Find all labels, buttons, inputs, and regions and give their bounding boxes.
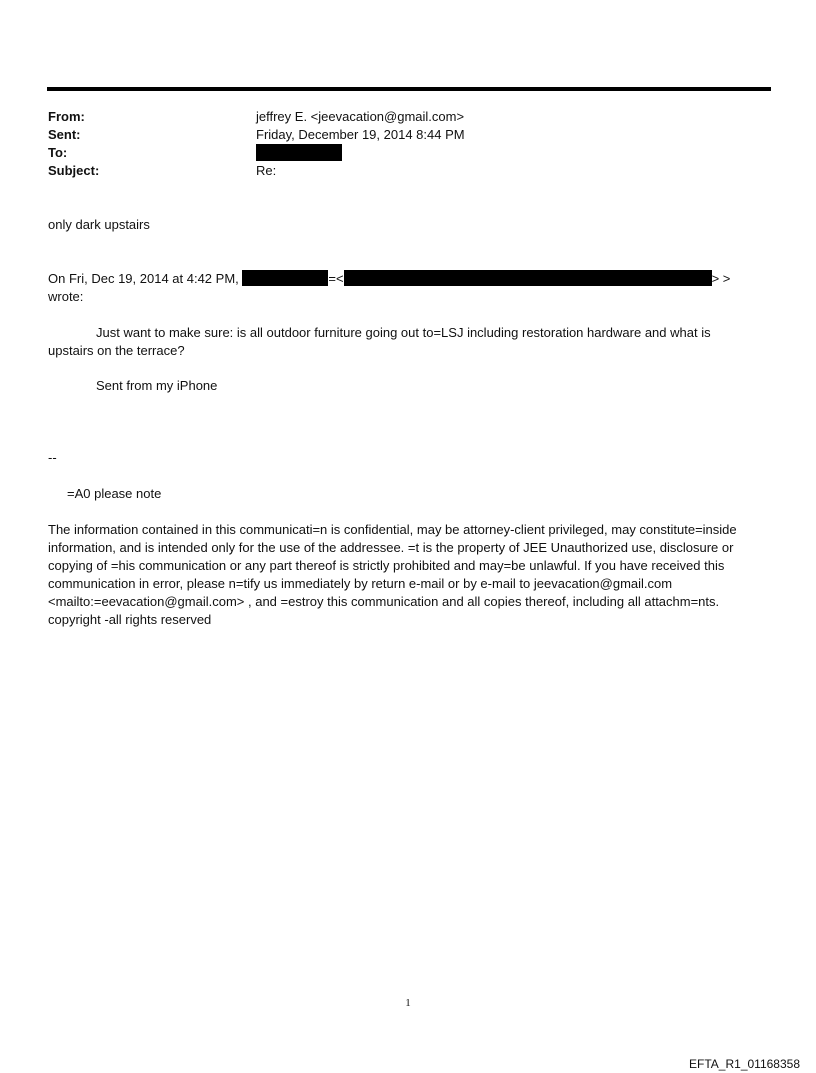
sent-label: Sent:	[48, 127, 81, 142]
signature-separator: --	[48, 450, 57, 465]
quoted-message-line2: upstairs on the terrace?	[48, 343, 185, 358]
redaction-box	[242, 270, 328, 286]
sent-row	[48, 126, 748, 144]
reply-text: only dark upstairs	[48, 217, 150, 232]
subject-label: Subject:	[48, 163, 100, 178]
sent-value: Friday, December 19, 2014 8:44 PM	[256, 127, 465, 142]
quote-intro-date: On Fri, Dec 19, 2014 at 4:42 PM,	[48, 271, 239, 286]
quoted-message-line1: Just want to make sure: is all outdoor furniture going out to=LSJ including restoration hardware and what is	[96, 325, 711, 340]
to-row	[48, 144, 748, 162]
quote-intro-sep: =<	[328, 271, 344, 286]
to-value	[256, 144, 342, 163]
subject-value: Re:	[256, 163, 277, 178]
quote-intro	[48, 270, 730, 288]
quoted-signature: Sent from my iPhone	[96, 378, 218, 393]
quote-intro-close: > >	[711, 271, 731, 286]
page-number: 1	[405, 997, 411, 1009]
from-row	[48, 108, 748, 126]
redaction-box	[256, 144, 342, 161]
to-label: To:	[48, 145, 68, 160]
confidentiality-disclaimer: The information contained in this communicati=n is confidential, may be attorney-client privileged, may constitute=inside information, and is intended only for the use of the addressee. =t is the property of JEE Unauthorized use, disclosure or copying of =his communication or any part thereof is strictly prohibited and may=be unlawful. If you have received this communication in error, please n=tify us immediately by return e-mail or by e-mail to jeevacation@gmail.com <mailto:=eevacation@gmail.com> , and =estroy this communication and all copies thereof, including all attachm=nts. copyright -all rights reserved	[48, 522, 737, 627]
from-label: From:	[48, 109, 85, 124]
please-note: =A0 please note	[67, 486, 162, 501]
quote-intro-wrote: wrote:	[48, 289, 84, 304]
header-rule	[47, 87, 771, 91]
redaction-box	[344, 270, 712, 286]
document-id: EFTA_R1_01168358	[689, 1057, 800, 1071]
subject-row	[48, 162, 748, 180]
from-value: jeffrey E. <jeevacation@gmail.com>	[256, 109, 465, 124]
